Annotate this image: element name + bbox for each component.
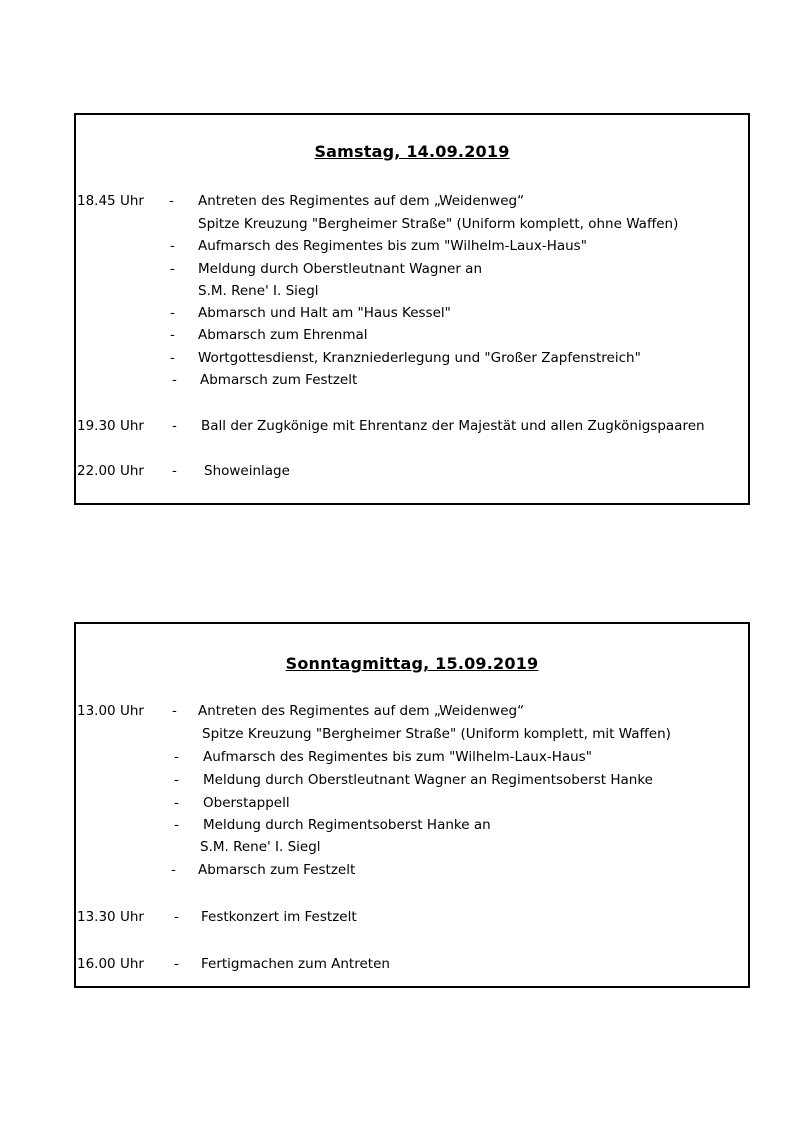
schedule-row xyxy=(76,460,748,482)
entry-text: Meldung durch Regimentsoberst Hanke an xyxy=(203,817,491,833)
schedule-row xyxy=(76,258,748,280)
entry-time: 13.30 Uhr xyxy=(77,909,144,925)
schedule-row xyxy=(76,415,748,437)
day-heading: Samstag, 14.09.2019 xyxy=(314,142,510,161)
schedule-row xyxy=(76,723,748,745)
entry-dash: - xyxy=(170,350,175,366)
entry-dash: - xyxy=(172,463,177,479)
entry-dash: - xyxy=(169,193,174,209)
schedule-box-saturday xyxy=(74,113,750,505)
entry-dash: - xyxy=(174,772,179,788)
entry-dash: - xyxy=(174,909,179,925)
schedule-row xyxy=(76,213,748,235)
schedule-row xyxy=(76,347,748,369)
entry-dash: - xyxy=(174,956,179,972)
entry-dash: - xyxy=(174,795,179,811)
entry-text: Oberstappell xyxy=(203,795,290,811)
entry-text: S.M. Rene' I. Siegl xyxy=(198,283,319,299)
schedule-row xyxy=(76,324,748,346)
schedule-row xyxy=(76,792,748,814)
entry-text: Festkonzert im Festzelt xyxy=(201,909,357,925)
entry-text: Spitze Kreuzung "Bergheimer Straße" (Uniform komplett, mit Waffen) xyxy=(202,726,671,742)
schedule-row xyxy=(76,769,748,791)
entry-text: Meldung durch Oberstleutnant Wagner an Regimentsoberst Hanke xyxy=(203,772,653,788)
entry-time: 18.45 Uhr xyxy=(77,193,144,209)
schedule-row xyxy=(76,280,748,302)
entry-text: Antreten des Regimentes auf dem „Weidenweg“ xyxy=(198,193,525,209)
entry-dash: - xyxy=(174,817,179,833)
entry-text: Spitze Kreuzung "Bergheimer Straße" (Uniform komplett, ohne Waffen) xyxy=(198,216,679,232)
entry-text: Antreten des Regimentes auf dem „Weidenweg“ xyxy=(198,703,525,719)
schedule-row xyxy=(76,814,748,836)
entry-text: Wortgottesdienst, Kranzniederlegung und "Großer Zapfenstreich" xyxy=(198,350,641,366)
schedule-row xyxy=(76,235,748,257)
entry-dash: - xyxy=(172,703,177,719)
entry-text: Fertigmachen zum Antreten xyxy=(201,956,390,972)
entry-text: Abmarsch und Halt am "Haus Kessel" xyxy=(198,305,451,321)
entry-dash: - xyxy=(170,327,175,343)
schedule-row xyxy=(76,700,748,722)
schedule-row xyxy=(76,859,748,881)
entry-dash: - xyxy=(171,862,176,878)
schedule-row xyxy=(76,906,748,928)
entry-time: 19.30 Uhr xyxy=(77,418,144,434)
entry-text: Meldung durch Oberstleutnant Wagner an xyxy=(198,261,483,277)
entry-dash: - xyxy=(170,261,175,277)
schedule-box-sunday xyxy=(74,622,750,988)
entry-text: Ball der Zugkönige mit Ehrentanz der Majestät und allen Zugkönigspaaren xyxy=(201,418,705,434)
entry-text: Aufmarsch des Regimentes bis zum "Wilhelm-Laux-Haus" xyxy=(203,749,592,765)
entry-text: Aufmarsch des Regimentes bis zum "Wilhelm-Laux-Haus" xyxy=(198,238,587,254)
schedule-row xyxy=(76,302,748,324)
schedule-row xyxy=(76,836,748,858)
entry-text: S.M. Rene' I. Siegl xyxy=(200,839,321,855)
entry-dash: - xyxy=(172,418,177,434)
entry-time: 16.00 Uhr xyxy=(77,956,144,972)
entry-dash: - xyxy=(172,372,177,388)
schedule-row xyxy=(76,746,748,768)
entry-time: 22.00 Uhr xyxy=(77,463,144,479)
day-heading: Sonntagmittag, 15.09.2019 xyxy=(285,654,539,673)
schedule-row xyxy=(76,953,748,975)
entry-text: Abmarsch zum Ehrenmal xyxy=(198,327,368,343)
entry-text: Abmarsch zum Festzelt xyxy=(200,372,358,388)
entry-time: 13.00 Uhr xyxy=(77,703,144,719)
entry-dash: - xyxy=(170,238,175,254)
entry-dash: - xyxy=(170,305,175,321)
entry-text: Showeinlage xyxy=(204,463,290,479)
entry-dash: - xyxy=(174,749,179,765)
entry-text: Abmarsch zum Festzelt xyxy=(198,862,356,878)
schedule-row xyxy=(76,190,748,212)
schedule-row xyxy=(76,369,748,391)
